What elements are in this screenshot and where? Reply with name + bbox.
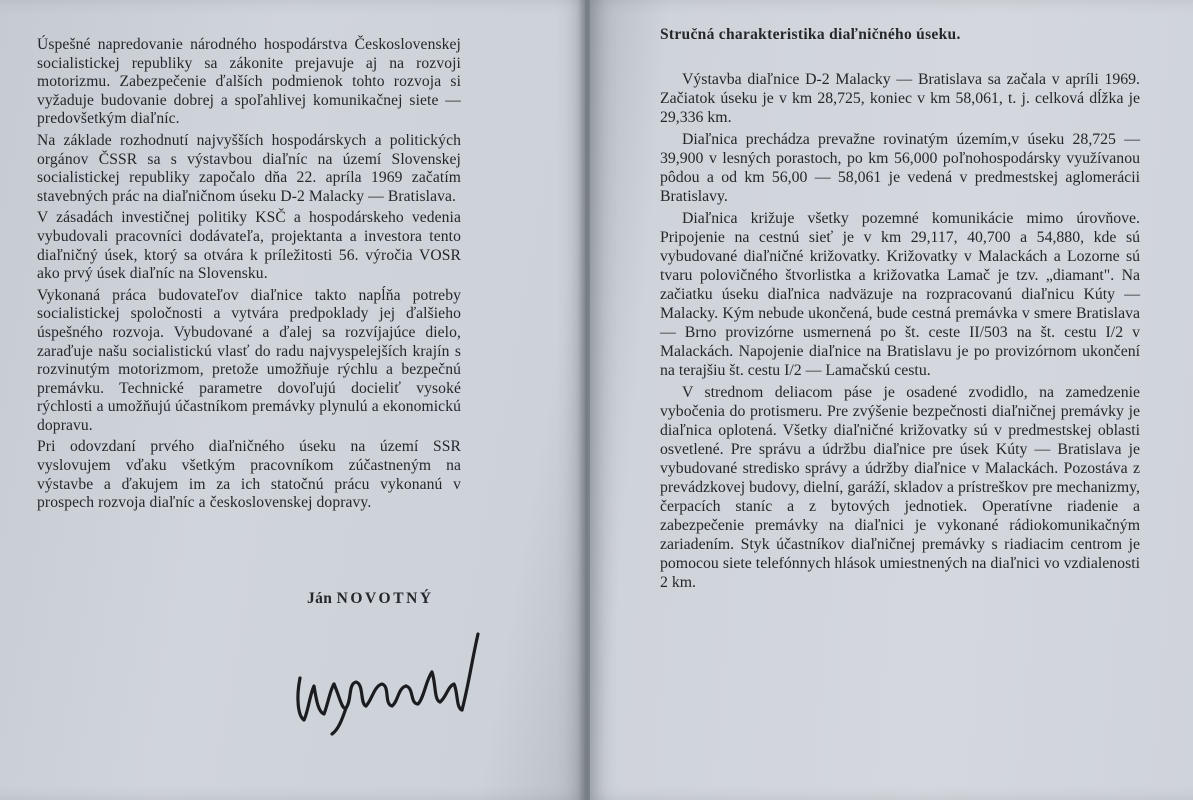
- right-paragraph-4: V strednom deliacom páse je osadené zvodidlo, na zamedzenie vybočenia do protismeru. Pre zvýšenie bezpečnosti diaľničnej premávky je diaľnica oplotená. Všetky diaľničné križovatky sú v predmestskej oblasti osvetlené. Pre správu a údržbu diaľnice pre úsek Kúty — Bratislava je vybudované stredisko správy a údržby diaľnice v Malackách. Pozostáva z prevádzkovej budovy, dielní, garáží, skladov a prístreškov pre mechanizmy, čerpacích staníc a z bytových jednotiek. Operatívne riadenie a zabezpečenie premávky na diaľnici je vykonané rádiokomunikačným zariadením. Styk účastníkov diaľničnej premávky s riadiacim centrom je pomocou siete telefónnych hlások umiestnených na diaľnici vo vzdialenosti 2 km.: [660, 384, 1140, 591]
- left-paragraph-2: Na základe rozhodnutí najvyšších hospodárskych a politických orgánov ČSSR sa s výstavbou diaľníc na území Slovenskej socialistickej republiky započalo dňa 22. apríla 1969 začatím stavebných prác na diaľničnom úseku D-2 Malacky — Bratislava.: [37, 131, 461, 205]
- right-page-heading: Stručná charakteristika diaľničného úseku.: [660, 26, 961, 43]
- left-paragraph-4: Vykonaná práca budovateľov diaľnice takto napĺňa potreby socialistickej spoločnosti a vytvára predpoklady jej ďalšieho úspešného rozvoja. Vybudované a ďalej sa rozvíjajúce dielo, zaraďuje našu socialistickú vlasť do radu najvyspelejších krajín s rozvinutým motorizmom, pretože umožňuje rýchlu a bezpečnú premávku. Technické parametre dovoľujú docieliť vysoké rýchlosti a umožňujú účastníkom premávky plynulú a ekonomickú dopravu.: [37, 286, 461, 434]
- left-paragraph-5: Pri odovzdaní prvého diaľničného úseku na území SSR vyslovujem vďaku všetkým pracovníkom zúčastneným na výstavbe a ďakujem im za ich statočnú prácu vykonanú v prospech rozvoja diaľníc a československej dopravy.: [37, 438, 461, 512]
- signature-first-name: Ján: [307, 590, 333, 607]
- right-page-text: [660, 70, 1140, 595]
- signature-surname: NOVOTNÝ: [336, 590, 434, 607]
- left-page: [0, 0, 585, 800]
- left-page-text: [37, 36, 461, 516]
- left-paragraph-3: V zásadách investičnej politiky KSČ a hospodárskeho vedenia vybudovali pracovníci dodávateľa, projektanta a investora tento diaľničný úsek, ktorý sa otvára k príležitosti 56. výročia VOSR ako prvý úsek diaľníc na Slovensku.: [37, 209, 461, 283]
- signature-printed-name: [307, 590, 434, 608]
- right-paragraph-2: Diaľnica prechádza prevažne rovinatým územím,v úseku 28,725 — 39,900 v lesných porastoch, po km 56,000 poľnohospodársky využívanou pôdou a od km 56,00 — 58,061 je vedená v predmestskej aglomerácii Bratislavy.: [660, 131, 1140, 205]
- handwritten-signature: [286, 628, 486, 738]
- left-paragraph-1: Úspešné napredovanie národného hospodárstva Československej socialistickej republiky sa zákonite prejavuje aj na rozvoji motorizmu. Zabezpečenie ďalších podmienok tohto rozvoja si vyžaduje budovanie dobrej a spoľahlivej komunikačnej siete — predovšetkým diaľníc.: [37, 36, 461, 128]
- right-paragraph-3: Diaľnica križuje všetky pozemné komunikácie mimo úrovňove. Pripojenie na cestnú sieť je v km 29,117, 40,700 a 54,880, kde sú vybudované diaľničné križovatky. Križovatky v Malackách a Lozorne sú tvaru polovičného štvorlistka a križovatka Lamač je tzv. „diamant". Na začiatku úseku diaľnica nadväzuje na rozpracovanú diaľnicu Kúty — Malacky. Kým nebude ukončená, bude cestná premávka v smere Bratislava — Brno provizórne usmernená po št. ceste II/503 na št. cestu I/2 v Malackách. Napojenie diaľnice na Bratislavu je po provizórnom ukončení na terajšiu št. cestu I/2 — Lamačskú cestu.: [660, 210, 1140, 379]
- right-paragraph-1: Výstavba diaľnice D-2 Malacky — Bratislava sa začala v apríli 1969. Začiatok úseku je v km 28,725, koniec v km 58,061, t. j. celková dĺžka je 29,336 km.: [660, 71, 1140, 126]
